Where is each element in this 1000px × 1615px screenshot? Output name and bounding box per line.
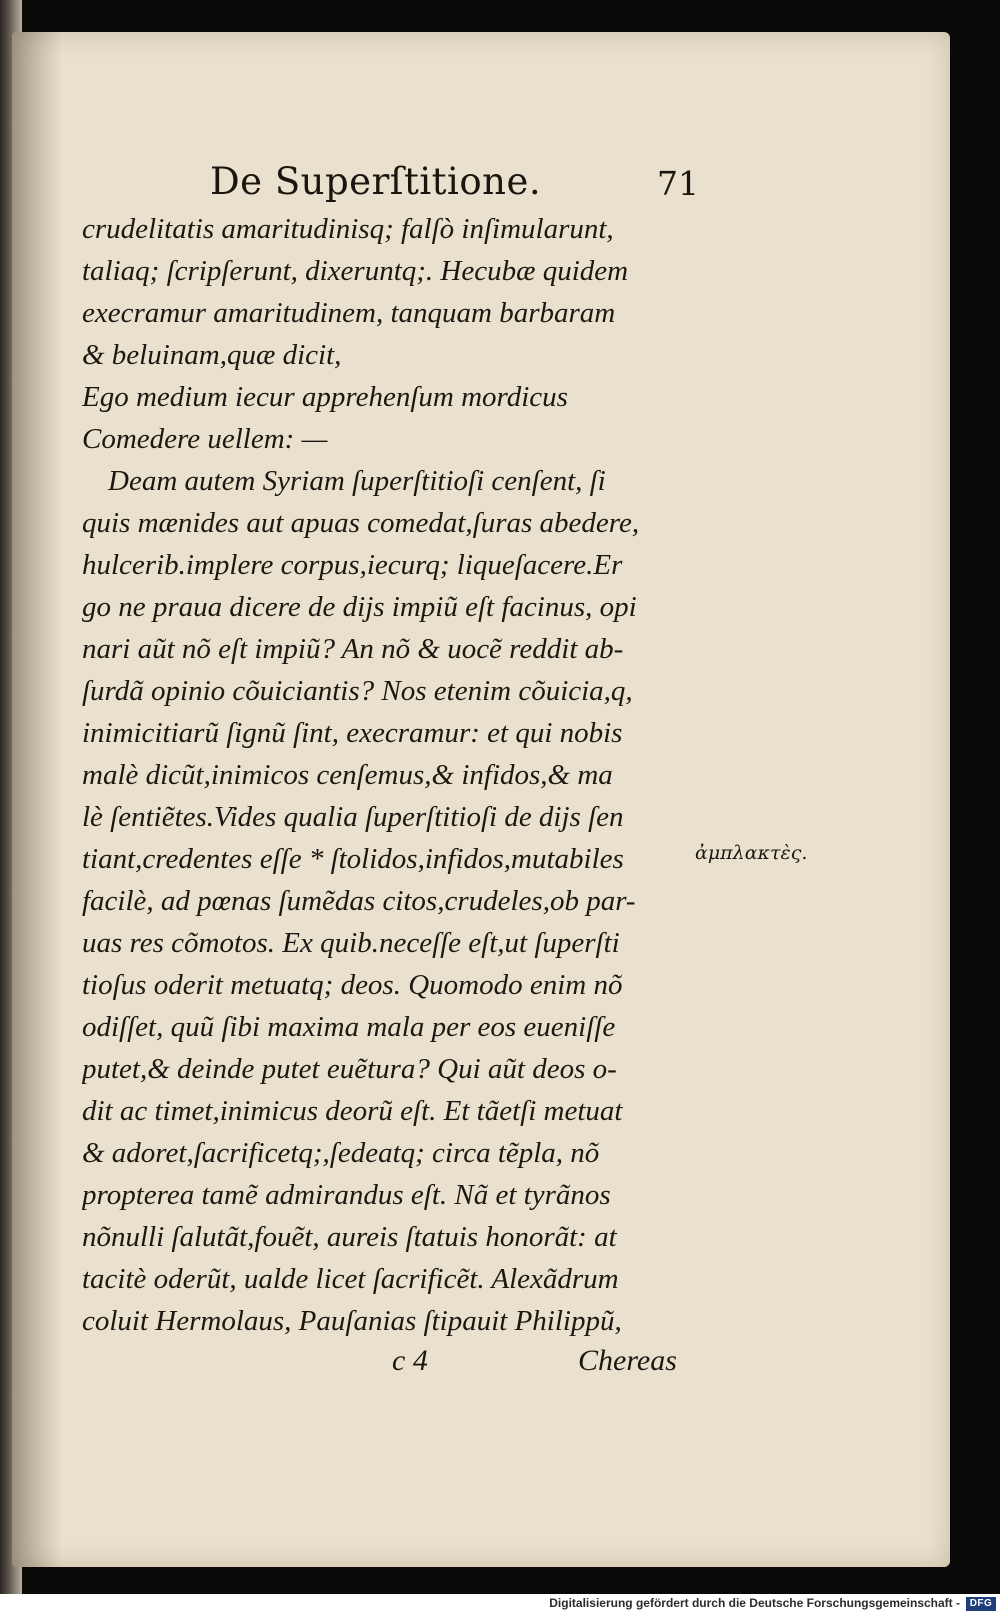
text-line: execramur amaritudinem, tanquam barbaram bbox=[82, 297, 616, 329]
text-line: malè dicũt,inimicos cenſemus,& infidos,& ma bbox=[82, 759, 613, 791]
text-line: facilè, ad pœnas ſumẽdas citos,crudeles,ob par- bbox=[82, 885, 636, 917]
text-line: Deam autem Syriam ſuperſtitioſi cenſent, ſi bbox=[108, 465, 606, 497]
dfg-logo: DFG bbox=[966, 1597, 996, 1611]
running-head: De Superſtitione. bbox=[210, 160, 542, 203]
text-line: ſurdã opinio cõuiciantis? Nos etenim cõuicia,q, bbox=[82, 675, 633, 707]
text-line: lè ſentiẽtes.Vides qualia ſuperſtitioſi de dijs ſen bbox=[82, 801, 624, 833]
text-line: hulcerib.implere corpus,iecurq; liqueſacere.Er bbox=[82, 549, 623, 581]
text-line: crudelitatis amaritudinisq; falſò inſimularunt, bbox=[82, 213, 614, 245]
text-line: putet,& deinde putet euẽtura? Qui aũt deos o- bbox=[82, 1053, 617, 1085]
text-line: & beluinam,quæ dicit, bbox=[82, 339, 342, 371]
text-line: uas res cõmotos. Ex quib.neceſſe eſt,ut ſuperſti bbox=[82, 927, 620, 959]
text-line: propterea tamẽ admirandus eſt. Nã et tyrãnos bbox=[82, 1179, 611, 1211]
text-line: nari aũt nõ eſt impiũ? An nõ & uocẽ reddit ab- bbox=[82, 633, 624, 665]
text-line: tacitè oderũt, ualde licet ſacrificẽt. Alexãdrum bbox=[82, 1263, 619, 1295]
text-line: taliaq; ſcripſerunt, dixeruntq;. Hecubæ quidem bbox=[82, 255, 629, 287]
signature-mark: c 4 bbox=[392, 1344, 428, 1377]
text-line: odiſſet, quũ ſibi maxima mala per eos eueniſſe bbox=[82, 1011, 616, 1043]
digitization-credit: Digitalisierung gefördert durch die Deutsche Forschungsgemeinschaft - bbox=[549, 1596, 960, 1610]
text-line: Comedere uellem: — bbox=[82, 423, 328, 455]
text-line: & adoret,ſacrificetq;,ſedeatq; circa tẽpla, nõ bbox=[82, 1137, 600, 1169]
text-line: inimicitiarũ ſignũ ſint, execramur: et qui nobis bbox=[82, 717, 623, 749]
text-line: nõnulli ſalutãt,fouẽt, aureis ſtatuis honorãt: at bbox=[82, 1221, 617, 1253]
margin-note-greek: ἀμπλακτὲς. bbox=[695, 842, 808, 864]
text-line: tioſus oderit metuatq; deos. Quomodo enim nõ bbox=[82, 969, 623, 1001]
body-text bbox=[82, 208, 707, 1342]
book-page bbox=[12, 32, 950, 1567]
text-line: tiant,credentes eſſe * ſtolidos,infidos,mutabiles bbox=[82, 843, 624, 875]
digitization-footer bbox=[0, 1594, 1000, 1615]
page-number: 71 bbox=[657, 164, 699, 203]
text-line: go ne praua dicere de dijs impiũ eſt facinus, opi bbox=[82, 591, 637, 623]
text-line: coluit Hermolaus, Pauſanias ſtipauit Philippũ, bbox=[82, 1305, 622, 1337]
text-line: quis mænides aut apuas comedat,ſuras abedere, bbox=[82, 507, 640, 539]
text-line: dit ac timet,inimicus deorũ eſt. Et tãetſi metuat bbox=[82, 1095, 623, 1127]
catchword: Chereas bbox=[578, 1344, 677, 1377]
text-line: Ego medium iecur apprehenſum mordicus bbox=[82, 381, 568, 413]
